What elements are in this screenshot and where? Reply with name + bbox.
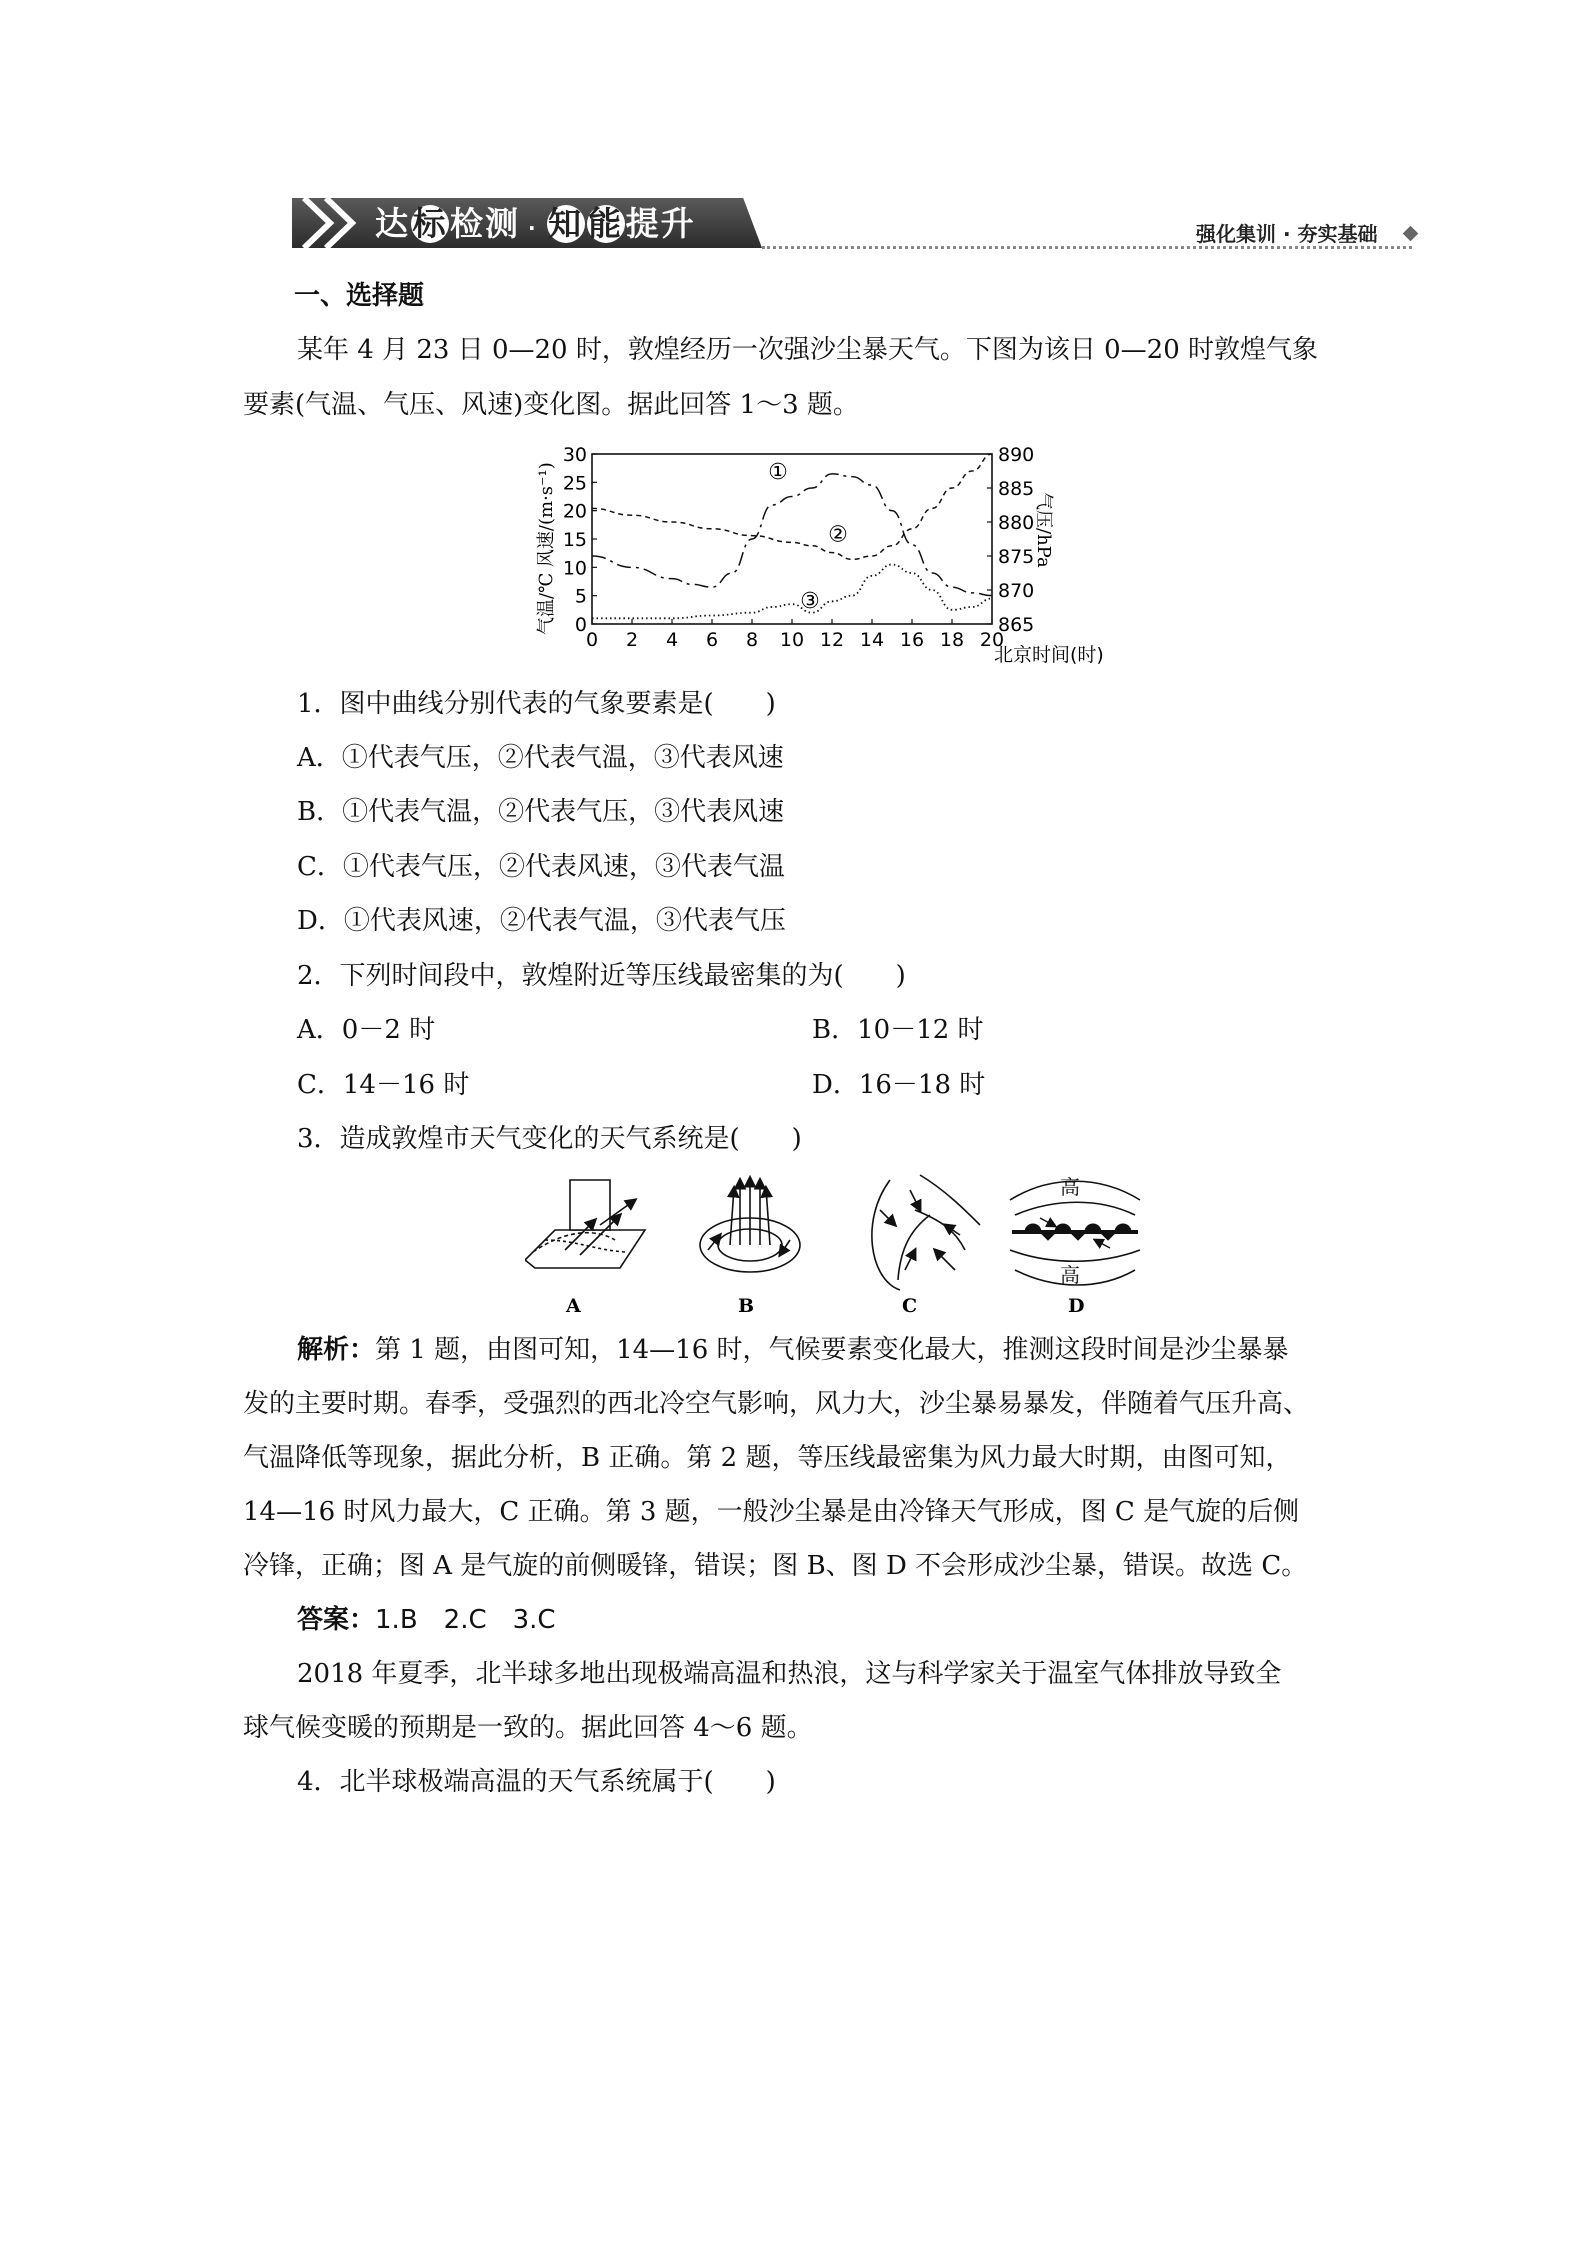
x-tick-label: 18 (939, 629, 965, 651)
chart-ticks (563, 444, 1034, 651)
header-right-text: 强化集训 · 夯实基础 (1196, 222, 1378, 246)
q2-stem: 2．下列时间段中，敦煌附近等压线最密集的为( ) (297, 961, 906, 991)
diagram-a (525, 1180, 645, 1268)
chart-series (592, 454, 992, 618)
series-label-3: ③ (800, 589, 820, 615)
chevron-arrows-icon (300, 196, 370, 250)
y-right-tick-label: 890 (998, 444, 1035, 466)
q2-option-c: C．14－16 时 (297, 1070, 470, 1100)
q1-option-b: B．①代表气温，②代表气压，③代表风速 (297, 797, 785, 827)
plot-area (592, 454, 992, 624)
y-left-tick-label: 5 (574, 585, 587, 608)
title-part-4: · (528, 216, 538, 240)
weather-system-diagrams (525, 1170, 1145, 1320)
title-part-3: 检测 (450, 204, 520, 243)
analysis-line4: 14—16 时风力最大，C 正确。第 3 题，一般沙尘暴是由冷锋天气形成，图 C 是气旋的后侧 (243, 1497, 1300, 1527)
q1-option-d: D．①代表风速，②代表气温，③代表气压 (297, 906, 786, 936)
x-tick-label: 10 (779, 629, 805, 651)
diagram-c (872, 1175, 980, 1290)
intro1-line1: 某年 4 月 23 日 0—20 时，敦煌经历一次强沙尘暴天气。下图为该日 0—20 时敦煌气象 (297, 335, 1318, 365)
q3-stem: 3．造成敦煌市天气变化的天气系统是( ) (297, 1124, 802, 1154)
high-label-bottom: 高 (1060, 1263, 1080, 1287)
diagram-label-a: A (566, 1295, 581, 1317)
q1-stem: 1．图中曲线分别代表的气象要素是( ) (297, 689, 776, 719)
diagram-b (700, 1178, 800, 1272)
title-part-7: 提升 (625, 204, 696, 243)
q2-option-b: B．10－12 时 (812, 1015, 984, 1045)
series-line-1 (592, 474, 992, 596)
y-axis-right-label: 气压/hPa (1033, 492, 1054, 568)
q1-option-c: C．①代表气压，②代表风速，③代表气温 (297, 852, 785, 882)
analysis-label: 解析： (297, 1335, 376, 1365)
intro2-line2: 球气候变暖的预期是一致的。据此回答 4～6 题。 (243, 1713, 813, 1743)
diagram-label-b: B (738, 1295, 755, 1317)
y-left-tick-label: 25 (562, 472, 587, 495)
y-left-tick-label: 20 (562, 500, 587, 523)
q2-option-a: A．0－2 时 (297, 1015, 436, 1045)
x-tick-label: 20 (979, 629, 1005, 651)
x-tick-label: 16 (899, 629, 925, 651)
y-axis-left-label: 气温/℃ 风速/(m·s⁻¹) (536, 462, 557, 635)
weather-chart (530, 440, 1130, 670)
title-part-5: 知 (548, 204, 584, 243)
x-tick-label: 12 (819, 629, 845, 651)
title-part-1: 达 (375, 204, 410, 243)
chart-frame (592, 454, 992, 624)
x-axis-label: 北京时间(时) (994, 644, 1104, 666)
answer-label: 答案： (297, 1605, 376, 1635)
header-title (375, 203, 696, 245)
series-label-2: ② (828, 522, 848, 548)
answer-text: 1.B 2.C 3.C (375, 1605, 556, 1635)
analysis-line3: 气温降低等现象，据此分析，B 正确。第 2 题，等压线最密集为风力最大时期，由图可知， (243, 1443, 1292, 1473)
diagram-d (1010, 1175, 1140, 1287)
x-tick-label: 14 (859, 629, 885, 651)
analysis-line5: 冷锋，正确；图 A 是气旋的前侧暖锋，错误；图 B、图 D 不会形成沙尘暴，错误。故选 C。 (243, 1551, 1308, 1581)
y-right-tick-label: 870 (998, 580, 1035, 602)
intro1-line2: 要素(气温、气压、风速)变化图。据此回答 1～3 题。 (243, 390, 859, 420)
y-left-tick-label: 30 (562, 444, 587, 466)
diagram-label-c: C (902, 1295, 918, 1317)
title-part-2: 标 (412, 204, 448, 243)
title-part-6: 能 (588, 204, 624, 243)
answer-line (297, 1602, 556, 1638)
diagram-label-d: D (1068, 1295, 1085, 1317)
analysis-text-1: 第 1 题，由图可知，14—16 时，气候要素变化最大，推测这段时间是沙尘暴暴 (375, 1335, 1289, 1365)
intro2-line1: 2018 年夏季，北半球多地出现极端高温和热浪，这与科学家关于温室气体排放导致全 (297, 1659, 1282, 1689)
q4-stem: 4．北半球极端高温的天气系统属于( ) (297, 1767, 776, 1797)
diamond-icon (1403, 226, 1419, 242)
y-left-tick-label: 15 (562, 529, 587, 551)
high-label-top: 高 (1060, 1175, 1080, 1199)
q2-option-d: D．16－18 时 (812, 1070, 986, 1100)
y-left-tick-label: 0 (574, 614, 587, 636)
x-tick-label: 8 (745, 629, 759, 651)
y-left-tick-label: 10 (562, 557, 587, 580)
x-tick-label: 0 (585, 629, 599, 651)
q1-option-a: A．①代表气压，②代表气温，③代表风速 (297, 743, 784, 773)
series-line-2 (592, 454, 992, 559)
section-title: 一、选择题 (294, 281, 425, 311)
series-label-1: ① (768, 460, 788, 485)
analysis-line1 (297, 1332, 1289, 1368)
analysis-line2: 发的主要时期。春季，受强烈的西北冷空气影响，风力大，沙尘暴易暴发，伴随着气压升高、 (243, 1389, 1310, 1419)
y-right-tick-label: 875 (998, 546, 1035, 568)
y-right-tick-label: 865 (998, 614, 1035, 636)
x-tick-label: 4 (665, 629, 679, 651)
y-right-tick-label: 880 (998, 512, 1035, 534)
y-right-tick-label: 885 (998, 478, 1035, 500)
x-tick-label: 6 (705, 629, 719, 651)
x-tick-label: 2 (625, 629, 639, 651)
